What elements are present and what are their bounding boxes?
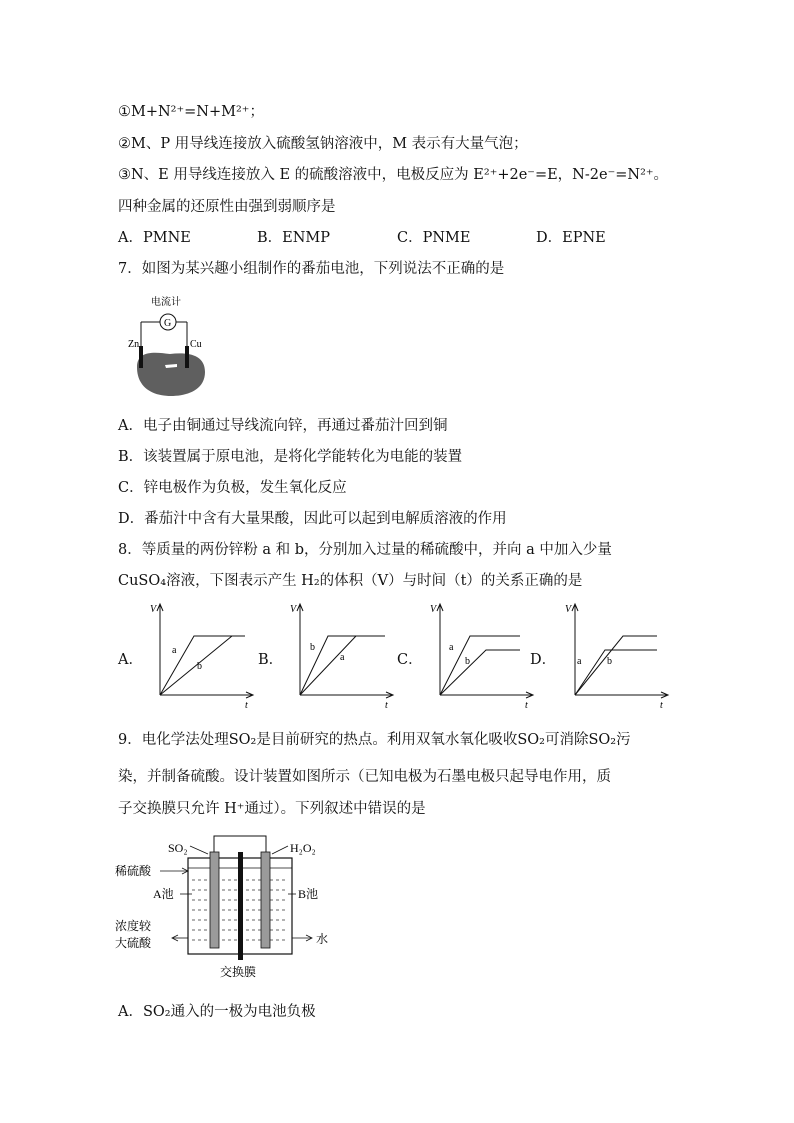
q8-graph-a	[150, 600, 260, 711]
cu-label: Cu	[190, 339, 202, 350]
curve-a-label: a	[577, 656, 582, 667]
v-axis-label: V	[290, 604, 297, 615]
q9-stem-line-3: 子交换膜只允许 H⁺通过）。下列叙述中错误的是	[118, 801, 426, 817]
curve-b-label: b	[310, 642, 315, 653]
left-electrode	[210, 852, 219, 948]
h2o2-inlet-label: H₂O₂	[290, 841, 316, 855]
t-axis-label: t	[245, 700, 248, 711]
q8-option-b-letter: B．	[258, 652, 284, 668]
curve-a-label: a	[172, 645, 177, 656]
q8-stem-line-2: CuSO₄溶液，下图表示产生 H₂的体积（V）与时间（t）的关系正确的是	[118, 573, 583, 589]
q8-stem-line-1: 8．等质量的两份锌粉 a 和 b，分别加入过量的稀硫酸中，并向 a 中加入少量	[118, 542, 612, 558]
membrane-label: 交换膜	[220, 965, 257, 979]
so2-cell-figure	[110, 828, 350, 983]
tomato-shape	[137, 353, 205, 396]
v-axis-label: V	[150, 604, 157, 615]
q8-graph-d	[565, 600, 675, 711]
tomato-battery-figure	[125, 292, 215, 402]
zn-label: Zn	[128, 339, 140, 350]
q9-stem-line-1: 9．电化学法处理SO₂是目前研究的热点。利用双氧水氧化吸收SO₂可消除SO₂污	[118, 732, 631, 748]
pool-b-label: B池	[298, 887, 319, 901]
q6-stem: 四种金属的还原性由强到弱顺序是	[118, 199, 336, 215]
v-axis-label: V	[565, 604, 572, 615]
curve-b-label: b	[197, 661, 202, 672]
pool-a-label: A池	[153, 887, 174, 901]
curve-a	[300, 636, 356, 695]
q6-statement-2: ②M、P 用导线连接放入硫酸氢钠溶液中，M 表示有大量气泡；	[118, 136, 528, 152]
q7-stem: 7．如图为某兴趣小组制作的番茄电池，下列说法不正确的是	[118, 261, 505, 277]
curve-b-label: b	[607, 656, 612, 667]
q9-stem-line-2: 染，并制备硫酸。设计装置如图所示（已知电极为石墨电极只起导电作用，质	[118, 769, 611, 785]
t-axis-label: t	[660, 700, 663, 711]
q7-option-d: D．番茄汁中含有大量果酸，因此可以起到电解质溶液的作用	[118, 511, 507, 527]
v-axis-label: V	[430, 604, 437, 615]
q6-option-b: B．ENMP	[257, 230, 331, 246]
q6-option-d: D．EPNE	[536, 230, 606, 246]
curve-a-label: a	[340, 652, 345, 663]
external-wire	[214, 836, 266, 852]
curve-a-label: a	[449, 642, 454, 653]
exchange-membrane	[238, 852, 243, 960]
meter-label: 电流计	[151, 297, 181, 308]
so2-inlet-label: SO₂	[168, 841, 188, 855]
q8-option-c-letter: C．	[397, 652, 423, 668]
curve-b	[575, 636, 657, 695]
galvanometer-symbol: G	[164, 318, 172, 329]
q6-statement-1: ①M+N²⁺=N+M²⁺；	[118, 104, 264, 120]
right-electrode	[261, 852, 270, 948]
q8-option-d-letter: D．	[530, 652, 557, 668]
q7-option-c: C．锌电极作为负极，发生氧化反应	[118, 480, 347, 496]
cu-electrode	[185, 346, 189, 368]
q6-option-a: A．PMNE	[118, 230, 191, 246]
curve-a	[575, 650, 657, 695]
t-axis-label: t	[525, 700, 528, 711]
dilute-acid-label: 稀硫酸	[115, 864, 152, 878]
q8-option-a-letter: A．	[118, 652, 143, 668]
q7-option-a: A．电子由铜通过导线流向锌，再通过番茄汁回到铜	[118, 418, 448, 434]
q8-graph-b	[290, 600, 400, 711]
q9-option-a: A．SO₂通入的一极为电池负极	[118, 1004, 316, 1020]
conc-acid-label-1: 浓度较	[115, 919, 152, 933]
q6-option-c: C．PNME	[397, 230, 471, 246]
water-label: 水	[316, 932, 329, 946]
curve-b	[160, 636, 232, 695]
q8-graph-c	[430, 600, 540, 711]
t-axis-label: t	[385, 700, 388, 711]
zn-electrode	[139, 346, 143, 368]
curve-b-label: b	[465, 656, 470, 667]
conc-acid-label-2: 大硫酸	[115, 936, 152, 950]
q6-statement-3: ③N、E 用导线连接放入 E 的硫酸溶液中，电极反应为 E²⁺+2e⁻=E，N-2e⁻=N²⁺。	[118, 167, 669, 183]
q7-option-b: B．该装置属于原电池，是将化学能转化为电能的装置	[118, 449, 463, 465]
